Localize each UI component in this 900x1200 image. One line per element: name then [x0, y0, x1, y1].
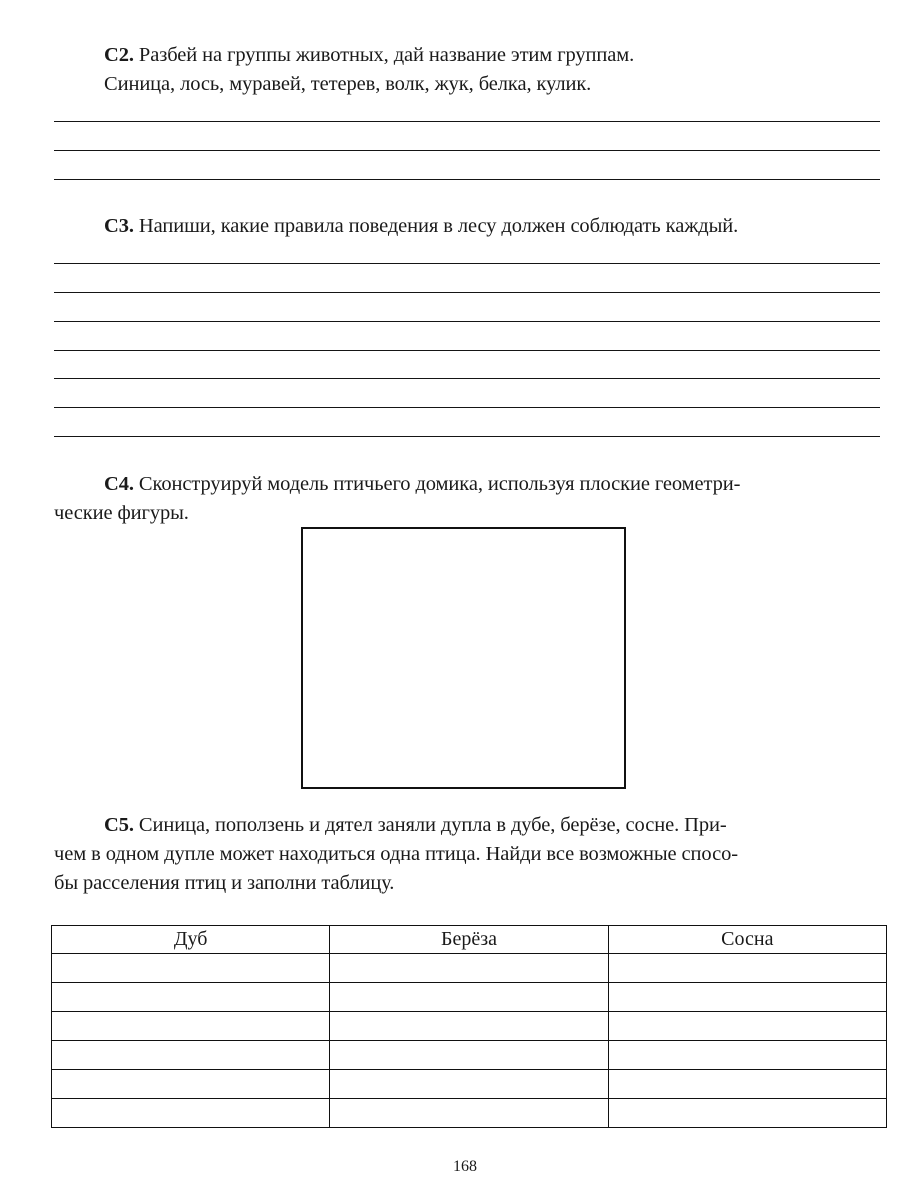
task-c4-question: Сконструируй модель птичьего домика, используя плоские геометри- [138, 473, 741, 495]
table-row [52, 983, 887, 1012]
task-c5-line-1 [54, 811, 890, 840]
table-cell-oak[interactable] [52, 1041, 330, 1070]
task-c2-question: Разбей на группы животных, дай название этим группам. [138, 44, 635, 66]
answer-line[interactable] [54, 350, 880, 351]
task-c2-prompt [104, 41, 824, 99]
answer-line[interactable] [54, 150, 880, 151]
table-cell-birch[interactable] [330, 1012, 608, 1041]
table-cell-birch[interactable] [330, 1070, 608, 1099]
answer-line[interactable] [54, 407, 880, 408]
column-header-oak: Дуб [52, 926, 330, 954]
table-cell-birch[interactable] [330, 1099, 608, 1128]
table-cell-pine[interactable] [608, 1070, 886, 1099]
page-number: 168 [453, 1158, 477, 1175]
answer-line[interactable] [54, 378, 880, 379]
table-row [52, 1070, 887, 1099]
birdhouse-drawing-area[interactable] [301, 527, 626, 789]
table-cell-oak[interactable] [52, 954, 330, 983]
task-c5-label: С5. [104, 814, 134, 836]
column-header-pine: Сосна [608, 926, 886, 954]
table-cell-oak[interactable] [52, 1070, 330, 1099]
bird-placement-table [51, 925, 887, 1128]
task-c2-line-1 [104, 41, 824, 70]
answer-line[interactable] [54, 292, 880, 293]
task-c4-line-1 [54, 470, 884, 499]
column-header-birch: Берёза [330, 926, 608, 954]
task-c4-label: С4. [104, 473, 134, 495]
task-c2-label: С2. [104, 44, 134, 66]
table-row [52, 1099, 887, 1128]
table-row [52, 1012, 887, 1041]
task-c5-line-3: бы расселения птиц и заполни таблицу. [54, 872, 395, 894]
task-c3-label: С3. [104, 215, 134, 237]
table-cell-pine[interactable] [608, 1099, 886, 1128]
table-cell-oak[interactable] [52, 1012, 330, 1041]
answer-line[interactable] [54, 121, 880, 122]
table-cell-pine[interactable] [608, 983, 886, 1012]
answer-line[interactable] [54, 436, 880, 437]
task-c5-line-2: чем в одном дупле может находиться одна птица. Найди все возможные спосо- [54, 843, 738, 865]
answer-line[interactable] [54, 263, 880, 264]
table-cell-oak[interactable] [52, 1099, 330, 1128]
table-cell-birch[interactable] [330, 983, 608, 1012]
table-row [52, 1041, 887, 1070]
answer-line[interactable] [54, 321, 880, 322]
table-cell-pine[interactable] [608, 954, 886, 983]
table-cell-pine[interactable] [608, 1012, 886, 1041]
task-c5-prompt [54, 811, 890, 898]
table-cell-pine[interactable] [608, 1041, 886, 1070]
table-cell-birch[interactable] [330, 1041, 608, 1070]
table-header-row [52, 926, 887, 954]
task-c4-prompt [54, 470, 884, 528]
table-row [52, 954, 887, 983]
task-c4-line-2: ческие фигуры. [54, 502, 189, 524]
table-cell-oak[interactable] [52, 983, 330, 1012]
task-c3-question: Напиши, какие правила поведения в лесу должен соблюдать каждый. [138, 215, 739, 237]
answer-line[interactable] [54, 179, 880, 180]
task-c5-question-1: Синица, поползень и дятел заняли дупла в дубе, берёзе, сосне. При- [138, 814, 727, 836]
task-c2-animal-list: Синица, лось, муравей, тетерев, волк, жук, белка, кулик. [104, 73, 592, 95]
task-c3-prompt [104, 212, 884, 241]
table-cell-birch[interactable] [330, 954, 608, 983]
